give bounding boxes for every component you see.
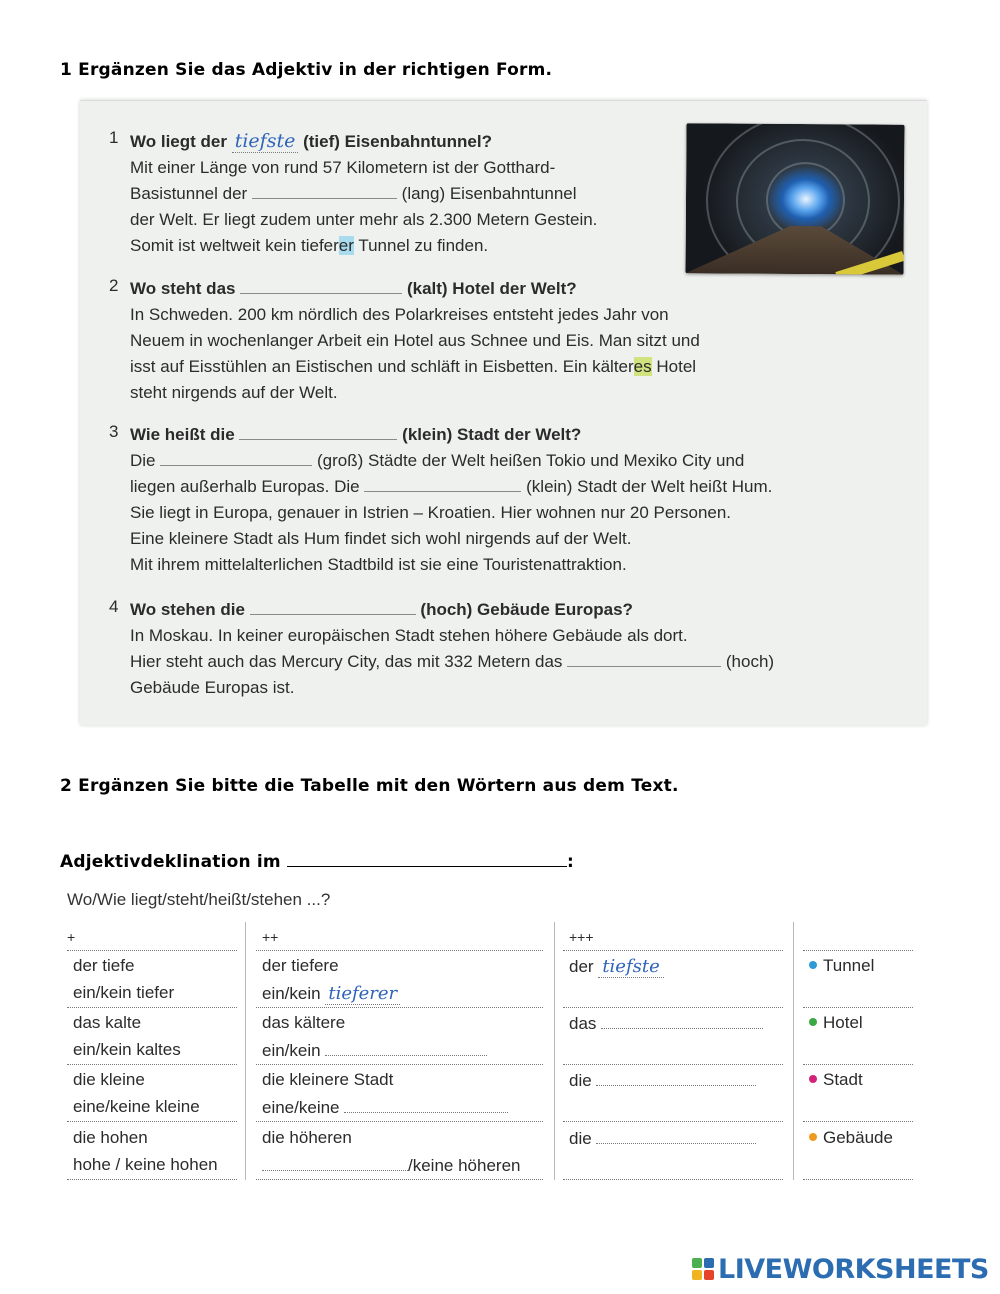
table-cell: der bbox=[569, 957, 594, 976]
text-line: Eine kleinere Stadt als Hum findet sich wohl nirgends auf der Welt. bbox=[130, 529, 632, 548]
table-cell: die höheren bbox=[262, 1128, 352, 1147]
bullet-dot bbox=[809, 1133, 817, 1141]
answer-field[interactable]: tiefste bbox=[232, 130, 299, 153]
exercise-4 bbox=[109, 597, 775, 701]
text-line: Gebäude Europas ist. bbox=[130, 678, 295, 697]
table-title-label: Adjektivdeklination im bbox=[60, 852, 281, 872]
text-line: (klein) Stadt der Welt heißt Hum. bbox=[526, 477, 773, 496]
text-line: Mit einer Länge von rund 57 Kilometern ist der Gotthard- bbox=[130, 158, 556, 177]
text-line: Basistunnel der bbox=[130, 184, 248, 203]
bullet-dot bbox=[809, 1075, 817, 1083]
column-divider bbox=[245, 922, 246, 1180]
table-cell: die kleine bbox=[73, 1070, 145, 1089]
table-cell: hohe / keine hohen bbox=[73, 1155, 218, 1174]
question-text: Wo stehen die bbox=[130, 600, 245, 619]
text-line: Mit ihrem mittelalterlichen Stadtbild ist sie eine Touristenattraktion. bbox=[130, 555, 627, 574]
bullet-dot bbox=[809, 1018, 817, 1026]
table-cell: ein/kein bbox=[262, 1041, 321, 1060]
column-header: ++ bbox=[262, 929, 279, 945]
answer-field[interactable] bbox=[364, 476, 521, 492]
task1-heading: 1 Ergänzen Sie das Adjektiv in der richtigen Form. bbox=[60, 60, 553, 80]
table-cell: das bbox=[569, 1014, 597, 1033]
question-text: (tief) Eisenbahntunnel? bbox=[303, 132, 492, 151]
answer-field[interactable] bbox=[160, 450, 312, 466]
text-line: liegen außerhalb Europas. Die bbox=[130, 477, 360, 496]
exercise-number: 4 bbox=[109, 597, 119, 616]
table-cell: der tiefe bbox=[73, 956, 135, 975]
column-divider bbox=[554, 922, 555, 1180]
answer-field[interactable] bbox=[601, 1013, 763, 1029]
answer-field[interactable] bbox=[240, 278, 402, 294]
answer-field[interactable]: tiefste bbox=[598, 956, 663, 978]
table-cell: der tiefere bbox=[262, 956, 339, 975]
exercise-number: 2 bbox=[109, 276, 119, 295]
table-cell: ein/kein tiefer bbox=[73, 983, 175, 1002]
answer-field[interactable] bbox=[567, 651, 721, 667]
answer-field[interactable] bbox=[325, 1040, 487, 1056]
exercise-number: 3 bbox=[109, 422, 119, 441]
exercise-2 bbox=[109, 276, 700, 406]
answer-field[interactable] bbox=[596, 1128, 756, 1144]
table-cell: ein/kein bbox=[262, 984, 321, 1003]
column-header: +++ bbox=[569, 929, 594, 945]
text-line: In Schweden. 200 km nördlich des Polarkreises entsteht jedes Jahr von bbox=[130, 305, 669, 324]
text-line: (hoch) bbox=[725, 652, 775, 671]
column-divider bbox=[793, 922, 794, 1180]
text-line: Somit ist weltweit kein tiefer bbox=[130, 236, 339, 255]
table-cell: das kältere bbox=[262, 1013, 346, 1032]
table-cell: die hohen bbox=[73, 1128, 148, 1147]
text-line: (lang) Eisenbahntunnel bbox=[401, 184, 577, 203]
answer-field[interactable] bbox=[344, 1097, 508, 1113]
answer-field[interactable] bbox=[250, 599, 416, 615]
ending-highlight: es bbox=[633, 357, 652, 376]
text-line: steht nirgends auf der Welt. bbox=[130, 383, 338, 402]
table-title bbox=[60, 850, 574, 872]
text-line: Die bbox=[130, 451, 156, 470]
table-cell: ein/kein kaltes bbox=[73, 1040, 181, 1059]
question-text: Wie heißt die bbox=[130, 425, 235, 444]
answer-field[interactable] bbox=[262, 1155, 408, 1171]
table-cell: eine/keine bbox=[262, 1098, 340, 1117]
table-cell: das kalte bbox=[73, 1013, 142, 1032]
exercise-3 bbox=[109, 422, 773, 578]
table-cell: eine/keine kleine bbox=[73, 1097, 200, 1116]
answer-field[interactable] bbox=[239, 424, 397, 440]
table-cell: die kleinere Stadt bbox=[262, 1070, 394, 1089]
text-line: Hier steht auch das Mercury City, das mit 332 Metern das bbox=[130, 652, 563, 671]
answer-field[interactable]: tieferer bbox=[325, 983, 400, 1005]
text-line: In Moskau. In keiner europäischen Stadt stehen höhere Gebäude als dort. bbox=[130, 626, 688, 645]
noun-label: Gebäude bbox=[823, 1128, 893, 1147]
noun-label: Hotel bbox=[823, 1013, 863, 1032]
logo-text: LIVEWORKSHEETS bbox=[718, 1254, 989, 1285]
answer-field[interactable] bbox=[596, 1070, 756, 1086]
bullet-dot bbox=[809, 961, 817, 969]
text-line: isst auf Eisstühlen an Eistischen und schläft in Eisbetten. Ein kälter bbox=[130, 357, 634, 376]
exercise-number: 1 bbox=[109, 128, 119, 147]
noun-label: Tunnel bbox=[823, 956, 875, 975]
question-text: Wo steht das bbox=[130, 279, 236, 298]
text-line: Hotel bbox=[651, 357, 697, 376]
text-line: der Welt. Er liegt zudem unter mehr als 2.300 Metern Gestein. bbox=[130, 210, 598, 229]
table-cell: die bbox=[569, 1071, 592, 1090]
text-line: Sie liegt in Europa, genauer in Istrien – Kroatien. Hier wohnen nur 20 Personen. bbox=[130, 503, 732, 522]
text-line: Neuem in wochenlanger Arbeit ein Hotel aus Schnee und Eis. Man sitzt und bbox=[130, 331, 700, 350]
exercise-1 bbox=[109, 128, 598, 259]
table-cell: /keine höheren bbox=[408, 1156, 521, 1175]
question-text: Wo liegt der bbox=[130, 132, 227, 151]
tunnel-photo bbox=[685, 123, 904, 275]
noun-label: Stadt bbox=[823, 1070, 863, 1089]
table-subtitle: Wo/Wie liegt/steht/heißt/stehen ...? bbox=[67, 890, 331, 909]
question-text: (klein) Stadt der Welt? bbox=[402, 425, 582, 444]
table-title-colon: : bbox=[566, 852, 574, 872]
text-line: Tunnel zu finden. bbox=[353, 236, 489, 255]
table-cell: die bbox=[569, 1129, 592, 1148]
ending-highlight: er bbox=[338, 236, 354, 255]
question-text: (kalt) Hotel der Welt? bbox=[406, 279, 577, 298]
column-header: + bbox=[67, 929, 76, 945]
answer-field[interactable] bbox=[252, 183, 397, 199]
text-line: (groß) Städte der Welt heißen Tokio und Mexiko City und bbox=[316, 451, 745, 470]
question-text: (hoch) Gebäude Europas? bbox=[420, 600, 633, 619]
answer-field[interactable] bbox=[287, 850, 567, 867]
task2-heading: 2 Ergänzen Sie bitte die Tabelle mit den Wörtern aus dem Text. bbox=[60, 776, 679, 796]
